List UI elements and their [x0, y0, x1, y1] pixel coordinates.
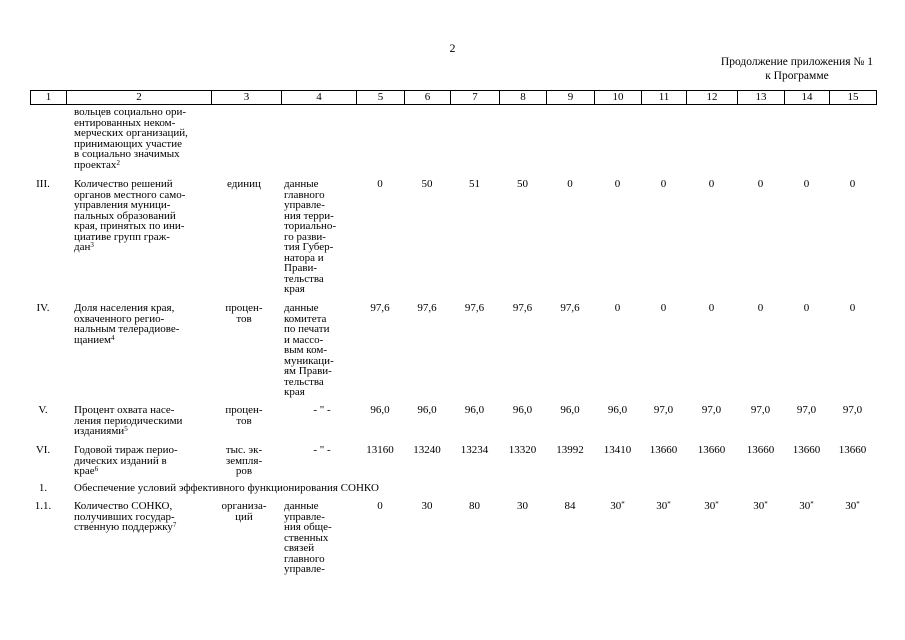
row-3-name-text: Количество решений органов местного само- управления муници- пальных образований края, принятых по ини- циативе групп граж- дан	[74, 178, 186, 253]
footnote-star: *	[715, 500, 719, 508]
footnote-mark: 3	[90, 241, 94, 249]
value-cell: 97,0	[750, 404, 771, 416]
value-cell: 0	[803, 302, 810, 314]
row-5-name	[74, 405, 220, 437]
col-header-9: 9	[547, 91, 595, 105]
row-1-1-unit: организа- ций	[221, 500, 267, 523]
value-cell: 0	[660, 178, 667, 190]
col-header-4: 4	[282, 91, 357, 105]
continuation-line2: к Программе	[765, 70, 829, 82]
value-cell: 96,0	[370, 404, 390, 416]
value-cell: 84	[564, 500, 576, 512]
value-cell: 0	[849, 302, 856, 314]
row-5-number: V.	[38, 404, 48, 416]
row-3-source: данные главного управле- ния терри- ториально- го разви- тия Губер- натора и Прави- тельства края	[284, 178, 337, 295]
value-cell: 30	[421, 500, 433, 512]
value-cell: 96,0	[512, 404, 533, 416]
row-3-number: III.	[36, 178, 50, 190]
value-cell: 97,6	[512, 302, 533, 314]
value-cell: 30*	[656, 500, 671, 512]
col-header-7: 7	[451, 91, 500, 105]
col-header-1: 1	[31, 91, 67, 105]
col-header-5: 5	[357, 91, 405, 105]
footnote-star: *	[856, 500, 860, 508]
col-header-13: 13	[738, 91, 785, 105]
row-4-number: IV.	[36, 302, 50, 314]
value-cell: 30*	[704, 500, 719, 512]
value-cell: 13660	[746, 444, 775, 456]
footnote-mark: 6	[94, 465, 99, 473]
row-6-source: - " -	[313, 444, 331, 456]
footnote-mark: 7	[172, 521, 177, 529]
section-number: 1.	[38, 482, 48, 494]
value-cell: 97,0	[701, 404, 722, 416]
row-1-1-source: данные управле- ния обще- ственных связей главного управле-	[284, 500, 332, 575]
continuation-line1: Продолжение приложения № 1	[720, 56, 873, 68]
value-cell: 30*	[799, 500, 814, 512]
value-cell: 13660	[792, 444, 821, 456]
value-cell: 97,6	[417, 302, 437, 314]
value-cell: 13660	[649, 444, 678, 456]
value-cell: 0	[757, 302, 764, 314]
col-header-14: 14	[785, 91, 830, 105]
section-title: Обеспечение условий эффективного функционирования СОНКО	[74, 482, 379, 494]
value-cell: 0	[377, 500, 383, 512]
value-cell: 30*	[610, 500, 625, 512]
row-1-1-name	[74, 501, 220, 533]
value-cell: 13240	[413, 444, 441, 456]
value-cell: 51	[469, 178, 480, 190]
col-header-12: 12	[687, 91, 738, 105]
row-6-name-text: Годовой тираж перио- дических изданий в крае	[74, 444, 178, 477]
row-4-name	[74, 303, 220, 345]
value-cell: 96,0	[560, 404, 580, 416]
indicator-table	[30, 90, 876, 575]
value-cell: 0	[849, 178, 856, 190]
row-1-1-name-text: Количество СОНКО, получивших государ- ственную поддержку	[74, 500, 175, 533]
column-number-row	[30, 90, 877, 105]
col-header-3: 3	[212, 91, 282, 105]
value-cell: 13410	[603, 444, 632, 456]
row-5-source: - " -	[313, 404, 331, 416]
value-cell: 96,0	[417, 404, 437, 416]
footnote-mark: 5	[124, 425, 128, 433]
value-cell: 97,6	[464, 302, 485, 314]
value-cell: 97,0	[796, 404, 817, 416]
row-3-unit: единиц	[227, 178, 261, 190]
value-cell: 0	[614, 302, 621, 314]
value-cell: 0	[567, 178, 573, 190]
value-cell: 96,0	[607, 404, 628, 416]
footnote-mark: 2	[116, 158, 120, 167]
row-4-name-text: Доля населения края, охваченного регио- нальным телерадиове- щанием	[74, 302, 180, 346]
row-5-unit: процен- тов	[225, 404, 263, 427]
value-cell: 13320	[508, 444, 537, 456]
value-cell: 13234	[460, 444, 489, 456]
col-header-10: 10	[595, 91, 642, 105]
value-cell: 30*	[753, 500, 768, 512]
prev-row-tail-text: вольцев социально ори- ентированных неком- мерческих организаций, принимающих участие в социально значимых проектах	[74, 106, 188, 171]
col-header-11: 11	[642, 91, 687, 105]
col-header-8: 8	[500, 91, 547, 105]
value-cell: 13160	[366, 444, 394, 456]
value-cell: 97,6	[560, 302, 580, 314]
value-cell: 13660	[838, 444, 867, 456]
value-cell: 0	[708, 302, 715, 314]
footnote-star: *	[764, 500, 768, 508]
value-cell: 0	[614, 178, 621, 190]
value-cell: 30*	[845, 500, 860, 512]
value-cell: 13660	[697, 444, 726, 456]
value-cell: 0	[708, 178, 715, 190]
row-5-name-text: Процент охвата насе- ления периодическими изданиями	[74, 404, 183, 437]
value-cell: 0	[377, 178, 383, 190]
prev-row-tail	[74, 107, 220, 170]
page-number: 2	[449, 41, 456, 55]
value-cell: 97,6	[370, 302, 390, 314]
col-header-6: 6	[405, 91, 451, 105]
footnote-star: *	[621, 500, 625, 508]
col-header-15: 15	[830, 91, 877, 105]
value-cell: 97,0	[653, 404, 674, 416]
row-6-name	[74, 445, 220, 477]
value-cell: 0	[757, 178, 764, 190]
row-6-unit: тыс. эк- земпля- ров	[225, 444, 263, 477]
value-cell: 30	[517, 500, 528, 512]
footnote-mark: 4	[110, 333, 115, 342]
value-cell: 0	[660, 302, 667, 314]
row-4-source: данные комитета по печати и массо- вым ком- муникаци- ям Прави- тельства края	[284, 302, 334, 398]
value-cell: 97,0	[842, 404, 863, 416]
row-6-number: VI.	[35, 444, 51, 456]
value-cell: 80	[469, 500, 480, 512]
value-cell: 96,0	[464, 404, 485, 416]
footnote-star: *	[667, 500, 671, 508]
row-4-unit: процен- тов	[225, 302, 263, 325]
col-header-2: 2	[67, 91, 212, 105]
continuation-heading	[721, 55, 873, 83]
value-cell: 50	[517, 178, 528, 190]
value-cell: 50	[421, 178, 433, 190]
value-cell: 0	[803, 178, 810, 190]
value-cell: 13992	[556, 444, 584, 456]
footnote-star: *	[810, 500, 814, 508]
row-1-1-number: 1.1.	[34, 500, 52, 512]
row-3-name	[74, 179, 220, 253]
